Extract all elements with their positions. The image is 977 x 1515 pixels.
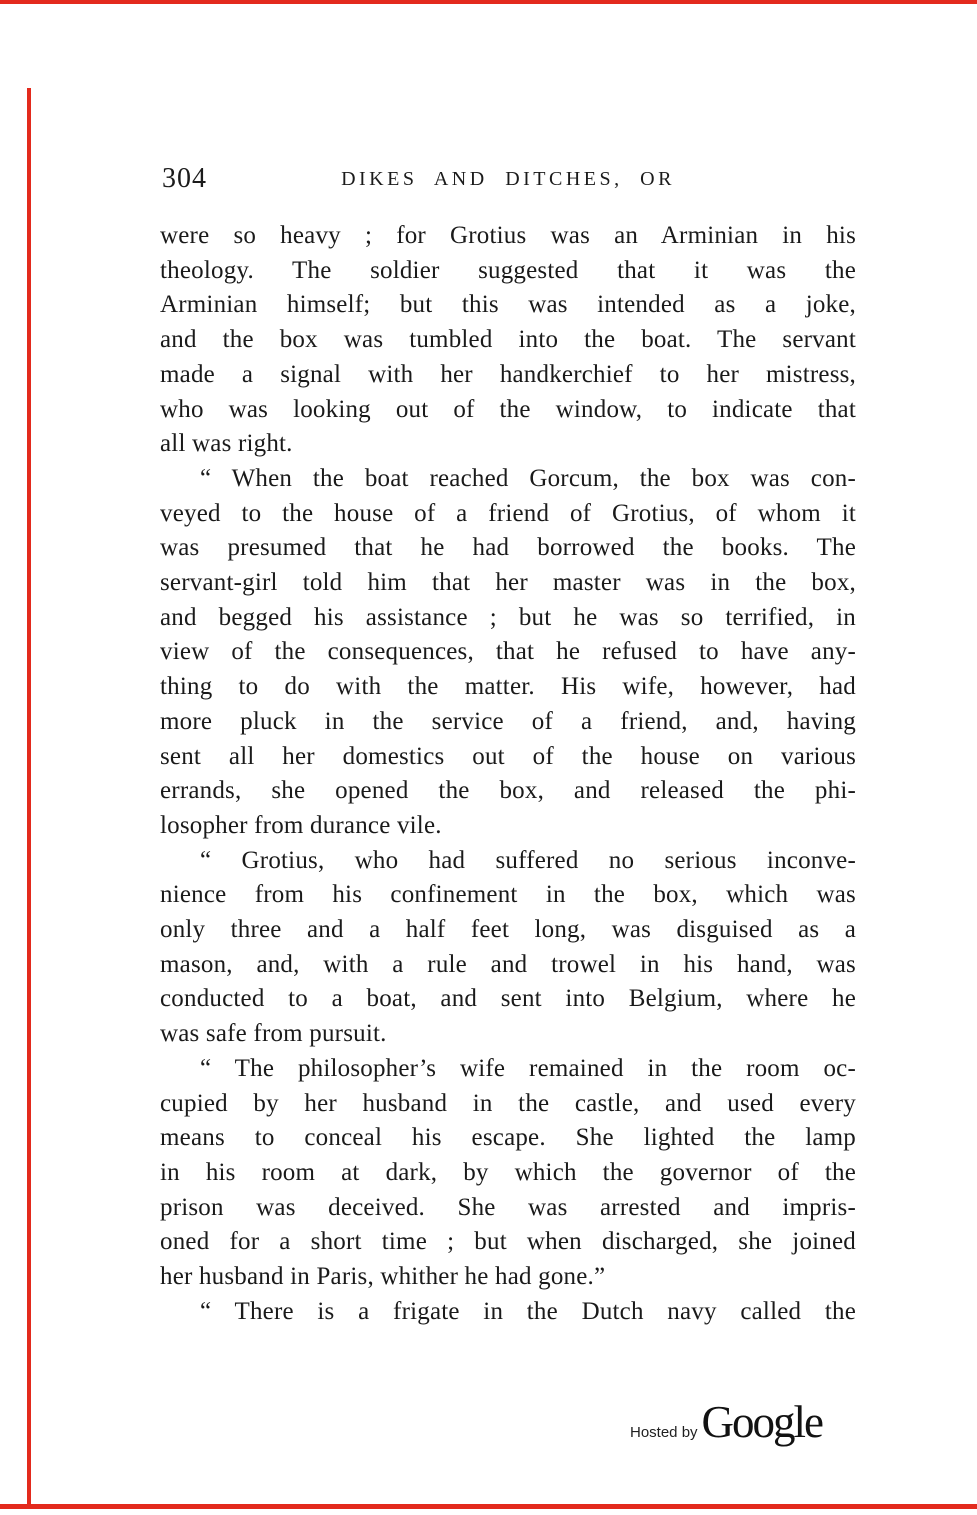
text-line: theology. The soldier suggested that it was the [160, 256, 856, 284]
text-line: “ When the boat reached Gorcum, the box was con- [200, 464, 856, 492]
body-text [160, 219, 856, 1330]
footer [630, 1396, 822, 1448]
text-line: made a signal with her handkerchief to her mistress, [160, 360, 856, 388]
text-line: “ There is a frigate in the Dutch navy called the [200, 1297, 856, 1325]
text-line: nience from his confinement in the box, which was [160, 881, 856, 909]
text-line: “ Grotius, who had suffered no serious inconve- [200, 846, 856, 874]
page-number: 304 [162, 163, 207, 194]
running-title: DIKES AND DITCHES, OR [341, 168, 675, 190]
text-line: “ The philosopher’s wife remained in the room oc- [200, 1054, 856, 1082]
text-line: sent all her domestics out of the house on various [160, 742, 856, 770]
text-line: veyed to the house of a friend of Grotius, of whom it [160, 499, 856, 527]
text-line: means to conceal his escape. She lighted the lamp [160, 1124, 856, 1152]
hosted-by-label: Hosted by [630, 1424, 698, 1441]
text-line: mason, and, with a rule and trowel in his hand, was [160, 950, 856, 978]
text-line: losopher from durance vile. [160, 811, 442, 839]
text-line: view of the consequences, that he refused to have any- [160, 638, 856, 666]
google-logo: Google [701, 1397, 823, 1447]
text-line: cupied by her husband in the castle, and used every [160, 1089, 856, 1117]
text-line: only three and a half feet long, was disguised as a [160, 916, 856, 944]
text-line: more pluck in the service of a friend, and, having [160, 707, 856, 735]
text-line: was safe from pursuit. [160, 1020, 387, 1048]
scan-artifact-line-top [0, 0, 977, 4]
scan-artifact-line-bottom [0, 1504, 977, 1509]
text-line: conducted to a boat, and sent into Belgium, where he [160, 985, 856, 1013]
text-line: and begged his assistance ; but he was so terrified, in [160, 603, 856, 631]
text-line: Arminian himself; but this was intended as a joke, [160, 291, 856, 319]
text-line: thing to do with the matter. His wife, however, had [160, 673, 856, 701]
page-header [160, 163, 856, 197]
text-line: errands, she opened the box, and released the phi- [160, 777, 856, 805]
text-line: who was looking out of the window, to indicate that [160, 395, 856, 423]
text-line: her husband in Paris, whither he had gone.” [160, 1263, 606, 1291]
text-line: all was right. [160, 430, 293, 458]
text-line: was presumed that he had borrowed the books. The [160, 534, 856, 562]
text-line: and the box was tumbled into the boat. The servant [160, 326, 856, 354]
text-line: prison was deceived. She was arrested and impris- [160, 1193, 856, 1221]
text-line: in his room at dark, by which the governor of the [160, 1158, 856, 1186]
text-line: servant-girl told him that her master was in the box, [160, 569, 856, 597]
scan-artifact-line-left [27, 88, 31, 1509]
text-line: were so heavy ; for Grotius was an Arminian in his [160, 222, 856, 249]
text-line: oned for a short time ; but when discharged, she joined [160, 1228, 856, 1256]
